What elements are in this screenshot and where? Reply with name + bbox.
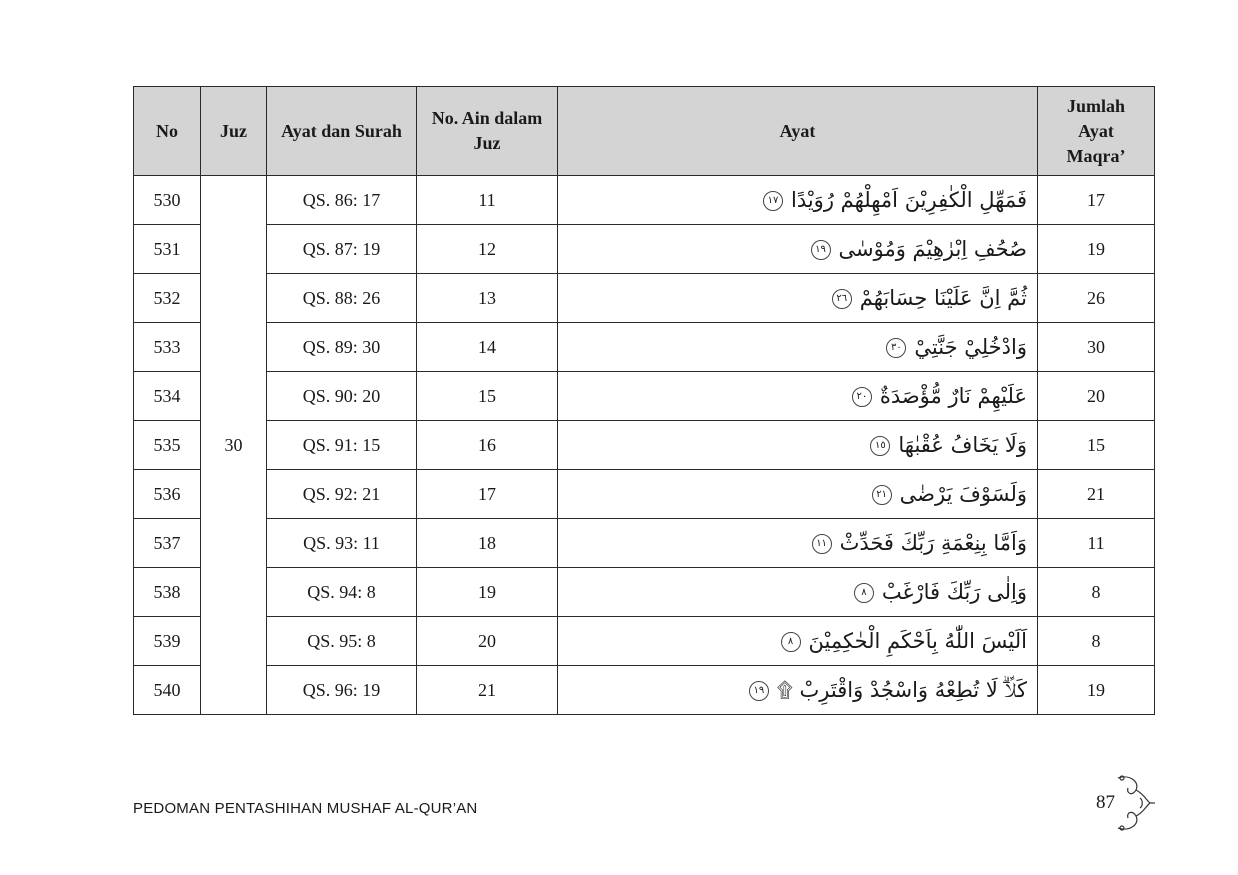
header-ain-line1: No. Ain dalam — [431, 108, 543, 128]
ayat-text: عَلَيْهِمْ نَارٌ مُّؤْصَدَةٌ — [879, 384, 1027, 408]
header-juz: Juz — [201, 87, 267, 176]
cell-surah: QS. 89: 30 — [267, 323, 417, 372]
cell-jumlah: 8 — [1038, 617, 1155, 666]
table-row — [134, 372, 1155, 421]
cell-jumlah: 20 — [1038, 372, 1155, 421]
cell-ayat — [558, 666, 1038, 715]
table-row — [134, 274, 1155, 323]
cell-surah: QS. 94: 8 — [267, 568, 417, 617]
ayah-number-mark: ٨ — [781, 632, 801, 652]
header-no: No — [134, 87, 201, 176]
cell-jumlah: 19 — [1038, 666, 1155, 715]
cell-ayat — [558, 176, 1038, 225]
cell-surah: QS. 96: 19 — [267, 666, 417, 715]
ayah-number-mark: ٢٦ — [832, 289, 852, 309]
ayat-text: وَاِلٰى رَبِّكَ فَارْغَبْ — [881, 580, 1027, 604]
cell-jumlah: 19 — [1038, 225, 1155, 274]
cell-surah: QS. 90: 20 — [267, 372, 417, 421]
cell-jumlah: 26 — [1038, 274, 1155, 323]
table-row — [134, 519, 1155, 568]
ayat-text: وَلَا يَخَافُ عُقْبٰهَا — [898, 433, 1027, 457]
footer-title: PEDOMAN PENTASHIHAN MUSHAF AL-QUR’AN — [133, 800, 478, 817]
cell-no: 536 — [134, 470, 201, 519]
cell-ayat — [558, 470, 1038, 519]
header-jumlah-line1: Jumlah — [1066, 95, 1126, 116]
cell-ayat — [558, 421, 1038, 470]
cell-surah: QS. 88: 26 — [267, 274, 417, 323]
cell-surah: QS. 87: 19 — [267, 225, 417, 274]
cell-ayat — [558, 225, 1038, 274]
cell-no: 539 — [134, 617, 201, 666]
cell-ain: 13 — [417, 274, 558, 323]
page-number: 87 — [1096, 792, 1115, 813]
cell-ain: 15 — [417, 372, 558, 421]
cell-no: 530 — [134, 176, 201, 225]
table-row — [134, 470, 1155, 519]
ayat-text: صُحُفِ اِبْرٰهِيْمَ وَمُوْسٰى — [838, 237, 1027, 261]
cell-surah: QS. 93: 11 — [267, 519, 417, 568]
cell-no: 531 — [134, 225, 201, 274]
cell-no: 535 — [134, 421, 201, 470]
table-row — [134, 666, 1155, 715]
cell-jumlah: 30 — [1038, 323, 1155, 372]
header-jumlah-line3: Maqra’ — [1066, 145, 1126, 166]
cell-ayat — [558, 519, 1038, 568]
ayat-text: وَلَسَوْفَ يَرْضٰى — [899, 482, 1027, 506]
header-jumlah — [1038, 87, 1155, 176]
cell-surah: QS. 95: 8 — [267, 617, 417, 666]
cell-ain: 18 — [417, 519, 558, 568]
cell-no: 533 — [134, 323, 201, 372]
cell-surah: QS. 91: 15 — [267, 421, 417, 470]
header-ayat: Ayat — [558, 87, 1038, 176]
cell-ayat — [558, 568, 1038, 617]
cell-ayat — [558, 372, 1038, 421]
header-ain-line2: Juz — [473, 133, 501, 153]
cell-jumlah: 15 — [1038, 421, 1155, 470]
table-row — [134, 617, 1155, 666]
cell-no: 540 — [134, 666, 201, 715]
ayah-number-mark: ٢١ — [872, 485, 892, 505]
cell-ain: 19 — [417, 568, 558, 617]
cell-ain: 12 — [417, 225, 558, 274]
cell-ain: 21 — [417, 666, 558, 715]
cell-ayat — [558, 274, 1038, 323]
ayah-number-mark: ١١ — [812, 534, 832, 554]
ayat-text: فَمَهِّلِ الْكٰفِرِيْنَ اَمْهِلْهُمْ رُوَيْدًا — [790, 188, 1027, 212]
cell-ain: 14 — [417, 323, 558, 372]
cell-ayat — [558, 323, 1038, 372]
cell-jumlah: 21 — [1038, 470, 1155, 519]
cell-ayat — [558, 617, 1038, 666]
cell-no: 534 — [134, 372, 201, 421]
cell-ain: 17 — [417, 470, 558, 519]
cell-no: 532 — [134, 274, 201, 323]
ayah-number-mark: ٢٠ — [852, 387, 872, 407]
table-row — [134, 323, 1155, 372]
table-row — [134, 421, 1155, 470]
cell-juz: 30 — [201, 176, 267, 715]
ayat-text: وَادْخُلِيْ جَنَّتِيْ — [914, 335, 1027, 359]
cell-no: 538 — [134, 568, 201, 617]
ayah-number-mark: ١٥ — [870, 436, 890, 456]
header-jumlah-line2: Ayat — [1078, 120, 1114, 141]
cell-ain: 20 — [417, 617, 558, 666]
table-row — [134, 568, 1155, 617]
header-ayat-surah: Ayat dan Surah — [267, 87, 417, 176]
maqra-table — [133, 86, 1155, 715]
ayat-text: كَلَّاۗ لَا تُطِعْهُ وَاسْجُدْ وَاقْتَرِبْ ۩ — [776, 677, 1027, 702]
ayat-text: وَاَمَّا بِنِعْمَةِ رَبِّكَ فَحَدِّثْ — [839, 531, 1027, 555]
ayat-text: ثُمَّ اِنَّ عَلَيْنَا حِسَابَهُمْ — [859, 286, 1027, 310]
table-row — [134, 176, 1155, 225]
cell-jumlah: 17 — [1038, 176, 1155, 225]
cell-surah: QS. 86: 17 — [267, 176, 417, 225]
ayah-number-mark: ١٩ — [749, 681, 769, 701]
cell-jumlah: 8 — [1038, 568, 1155, 617]
ayah-number-mark: ٣٠ — [886, 338, 906, 358]
cell-jumlah: 11 — [1038, 519, 1155, 568]
table-row — [134, 225, 1155, 274]
cell-no: 537 — [134, 519, 201, 568]
table-header-row — [134, 87, 1155, 176]
ayah-number-mark: ١٧ — [763, 191, 783, 211]
ayat-text: اَلَيْسَ اللّٰهُ بِاَحْكَمِ الْحٰكِمِيْنَ — [808, 629, 1027, 653]
cell-surah: QS. 92: 21 — [267, 470, 417, 519]
cell-ain: 16 — [417, 421, 558, 470]
ayah-number-mark: ١٩ — [811, 240, 831, 260]
ayah-number-mark: ٨ — [854, 583, 874, 603]
cell-ain: 11 — [417, 176, 558, 225]
header-ain — [417, 87, 558, 176]
